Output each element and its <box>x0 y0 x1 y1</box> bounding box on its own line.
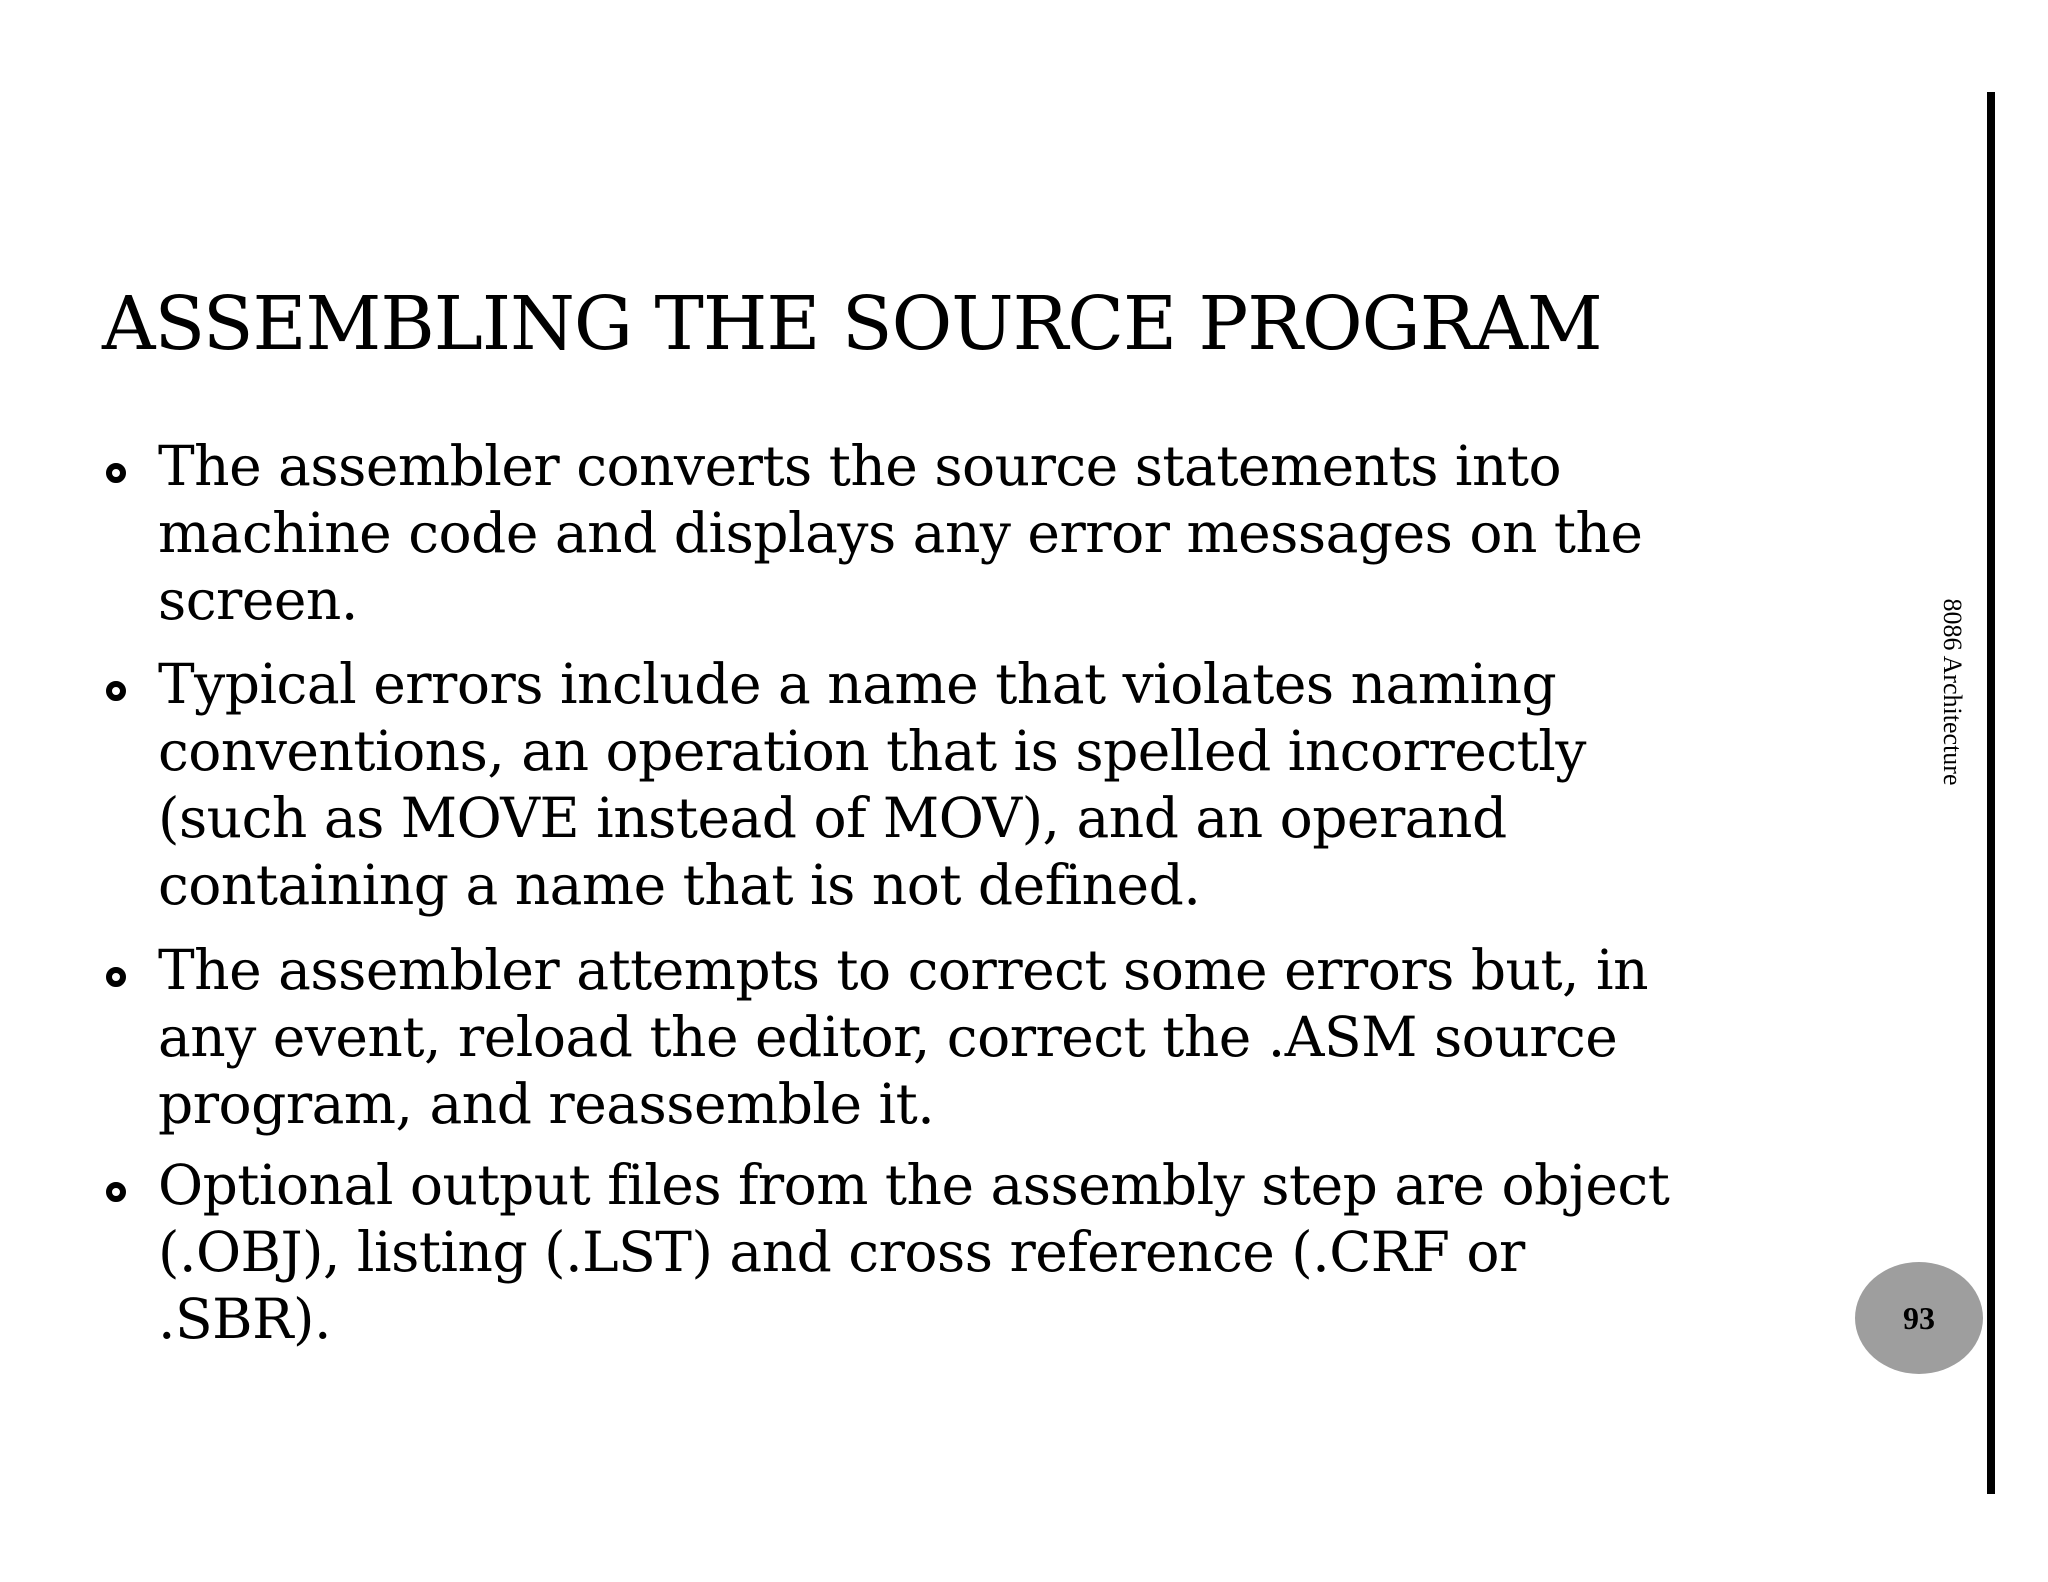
page-number: 93 <box>1903 1299 1935 1336</box>
hollow-circle-bullet-icon <box>106 681 126 701</box>
bullet-text: The assembler attempts to correct some errors but, in any event, reload the editor, correct the .ASM source program, and reassemble it. <box>158 938 1649 1136</box>
hollow-circle-bullet-icon <box>106 967 126 987</box>
hollow-circle-bullet-icon <box>106 463 126 483</box>
bullet-text: Optional output files from the assembly step are object (.OBJ), listing (.LST) and cross reference (.CRF or .SBR). <box>158 1153 1670 1351</box>
bullet-text: Typical errors include a name that violates naming conventions, an operation that is spelled incorrectly (such as MOVE instead of MOV), and an operand containing a name that is not defined. <box>158 652 1586 917</box>
hollow-circle-bullet-icon <box>106 1182 126 1202</box>
slide-title: ASSEMBLING THE SOURCE PROGRAM <box>102 281 1602 367</box>
vertical-divider <box>1987 92 1995 1494</box>
page-number-badge <box>1855 1262 1983 1374</box>
bullet-text: The assembler converts the source statements into machine code and displays any error messages on the screen. <box>158 434 1643 632</box>
side-label-text: 8086 Architecture <box>1938 598 1967 786</box>
